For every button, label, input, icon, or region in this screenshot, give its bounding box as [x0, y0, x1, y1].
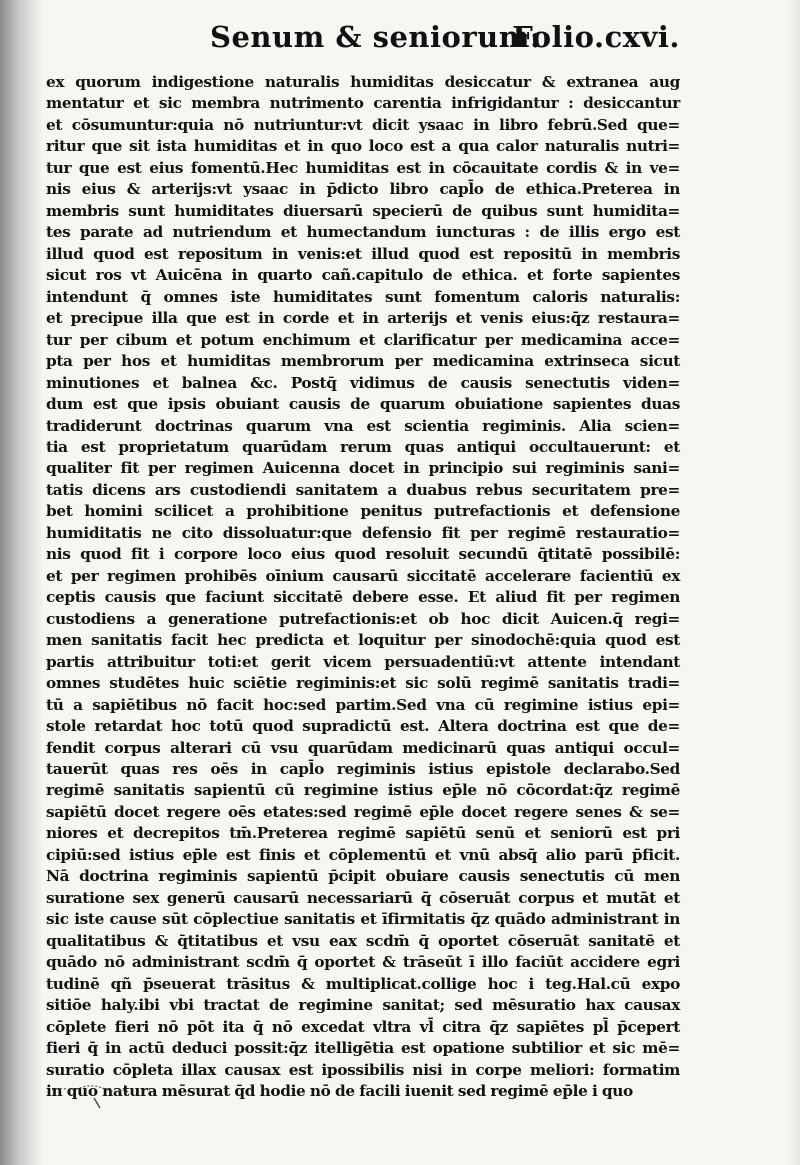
text-line: omnes studētes huic sciētie regiminis:et sic solū regimē sanitatis tradi=	[46, 674, 680, 693]
folio-number: Folio.cxvi.	[512, 20, 680, 54]
text-line: fendit corpus alterari cū vsu quarūdam medicinarū quas antiqui occul=	[46, 738, 680, 757]
gutter-shadow	[0, 0, 42, 1165]
text-line: pta per hos et humiditas membrorum per medicamina extrinseca sicut	[46, 352, 680, 371]
text-line: in quo natura mēsurat q̄d hodie nō de facili iuenit sed regimē ep̄le i quo	[46, 1082, 633, 1101]
text-line: tudinē qñ p̄seuerat trāsitus & multiplicat.collige hoc i teg.Hal.cū expo	[46, 974, 680, 993]
page-edge	[786, 0, 800, 1165]
body-text	[46, 72, 680, 1103]
text-line: sic iste cause sūt cōplectiue sanitatis et īfirmitatis q̄z quādo administrant in	[46, 910, 680, 929]
text-line: regimē sanitatis sapientū cū regimine istius ep̄le nō cōcordat:q̄z regimē	[46, 781, 680, 800]
text-line: bet homini scilicet a prohibitione penitus putrefactionis et defensione	[46, 502, 680, 521]
text-line: humiditatis ne cito dissoluatur:que defensio fit per regimē restauratio=	[46, 523, 680, 542]
text-line: sitiōe haly.ibi vbi tractat de regimine sanitat; sed mēsuratio hax causax	[46, 996, 680, 1015]
text-line: stole retardat hoc totū quod supradictū est. Altera doctrina est que de=	[46, 717, 680, 736]
text-line: tur que est eius fomentū.Hec humiditas est in cōcauitate cordis & in ve=	[46, 158, 680, 177]
text-line: ritur que sit ista humiditas et in quo loco est a qua calor naturalis nutri=	[46, 137, 680, 156]
text-line: tur per cibum et potum enchimum et clarificatur per medicamina acce=	[46, 330, 680, 349]
text-line: et cōsumuntur:quia nō nutriuntur:vt dicit ysaac in libro febrū.Sed que=	[46, 115, 680, 134]
text-line: cōplete fieri nō pōt ita q̄ nō excedat vltra vl̄ citra q̄z sapiētes pl̄ p̄cepert	[46, 1017, 680, 1036]
text-line: ceptis causis que faciunt siccitatē debere esse. Et aliud fit per regimen	[46, 588, 680, 607]
text-line: ex quorum indigestione naturalis humiditas desiccatur & extranea aug	[46, 73, 680, 91]
page-header	[210, 20, 680, 66]
text-line: sicut ros vt Auicēna in quarto cañ.capitulo de ethica. et forte sapientes	[46, 266, 680, 285]
text-line: minutiones et balnea &c. Postq̄ vidimus de causis senectutis viden=	[46, 373, 680, 392]
text-line: tū a sapiētibus nō facit hoc:sed partim.Sed vna cū regimine istius epi=	[46, 695, 680, 714]
text-line: men sanitatis facit hec predicta et loquitur per sinodochē:quia quod est	[46, 631, 680, 650]
text-line: nis quod fit i corpore loco eius quod resoluit secundū q̄titatē possibilē:	[46, 545, 680, 564]
running-head: Senum & seniorum:	[210, 20, 542, 54]
text-line: mentatur et sic membra nutrimento carentia infrigidantur : desiccantur	[46, 94, 680, 113]
text-line: suratio cōpleta illax causax est ipossibilis nisi in corpe meliori: formatim	[46, 1060, 680, 1079]
text-line: intendunt q̄ omnes iste humiditates sunt fomentum caloris naturalis:	[46, 287, 680, 306]
text-line: illud quod est repositum in venis:et illud quod est repositū in membris	[46, 244, 680, 263]
text-line: qualiter fit per regimen Auicenna docet in principio sui regiminis sani=	[46, 459, 680, 478]
text-line: nis eius & arterijs:vt ysaac in p̄dicto libro capl̄o de ethica.Preterea in	[46, 180, 680, 199]
text-line: tauerūt quas res oēs in capl̄o regiminis istius epistole declarabo.Sed	[46, 760, 680, 778]
ink-mark-decoration	[50, 1078, 130, 1118]
text-line: tia est proprietatum quarūdam rerum quas antiqui occultauerunt: et	[46, 437, 680, 456]
text-line: et precipue illa que est in corde et in arterijs et venis eius:q̄z restaura=	[46, 309, 680, 328]
text-line: membris sunt humiditates diuersarū specierū de quibus sunt humidita=	[46, 201, 680, 220]
text-line: tatis dicens ars custodiendi sanitatem a duabus rebus securitatem pre=	[46, 480, 680, 499]
text-line: dum est que ipsis obuiant causis de quarum obuiatione sapientes duas	[46, 395, 680, 414]
text-line: suratione sex generū causarū necessariarū q̄ cōseruāt corpus et mutāt et	[46, 888, 680, 907]
text-line: niores et decrepitos tm̄.Preterea regimē sapiētū senū et seniorū est pri	[46, 824, 680, 843]
text-line: partis attribuitur toti:et gerit vicem persuadentiū:vt attente intendant	[46, 652, 680, 671]
text-line: Nā doctrina regiminis sapientū p̄cipit obuiare causis senectutis cū men	[46, 867, 680, 886]
text-line: tes parate ad nutriendum et humectandum iuncturas : de illis ergo est	[46, 223, 680, 242]
text-line: cipiū:sed istius ep̄le est finis et cōplementū et vnū absq̄ alio parū p̄ficit.	[46, 845, 680, 864]
text-line: sapiētū docet regere oēs etates:sed regimē ep̄le docet regere senes & se=	[46, 802, 680, 821]
text-line: quādo nō administrant scdm̄ q̄ oportet & trāseūt ī illo faciūt accidere egri	[46, 953, 680, 972]
text-line: qualitatibus & q̄titatibus et vsu eax scdm̄ q̄ oportet cōseruāt sanitatē et	[46, 931, 680, 950]
text-line: fieri q̄ in actū deduci possit:q̄z itelligētia est opatione subtilior et sic mē=	[46, 1039, 680, 1058]
text-line: custodiens a generatione putrefactionis:et ob hoc dicit Auicen.q̄ regi=	[46, 609, 680, 628]
text-line: tradiderunt doctrinas quarum vna est scientia regiminis. Alia scien=	[46, 416, 680, 435]
text-line: et per regimen prohibēs oīnium causarū siccitatē accelerare facientiū ex	[46, 566, 680, 585]
